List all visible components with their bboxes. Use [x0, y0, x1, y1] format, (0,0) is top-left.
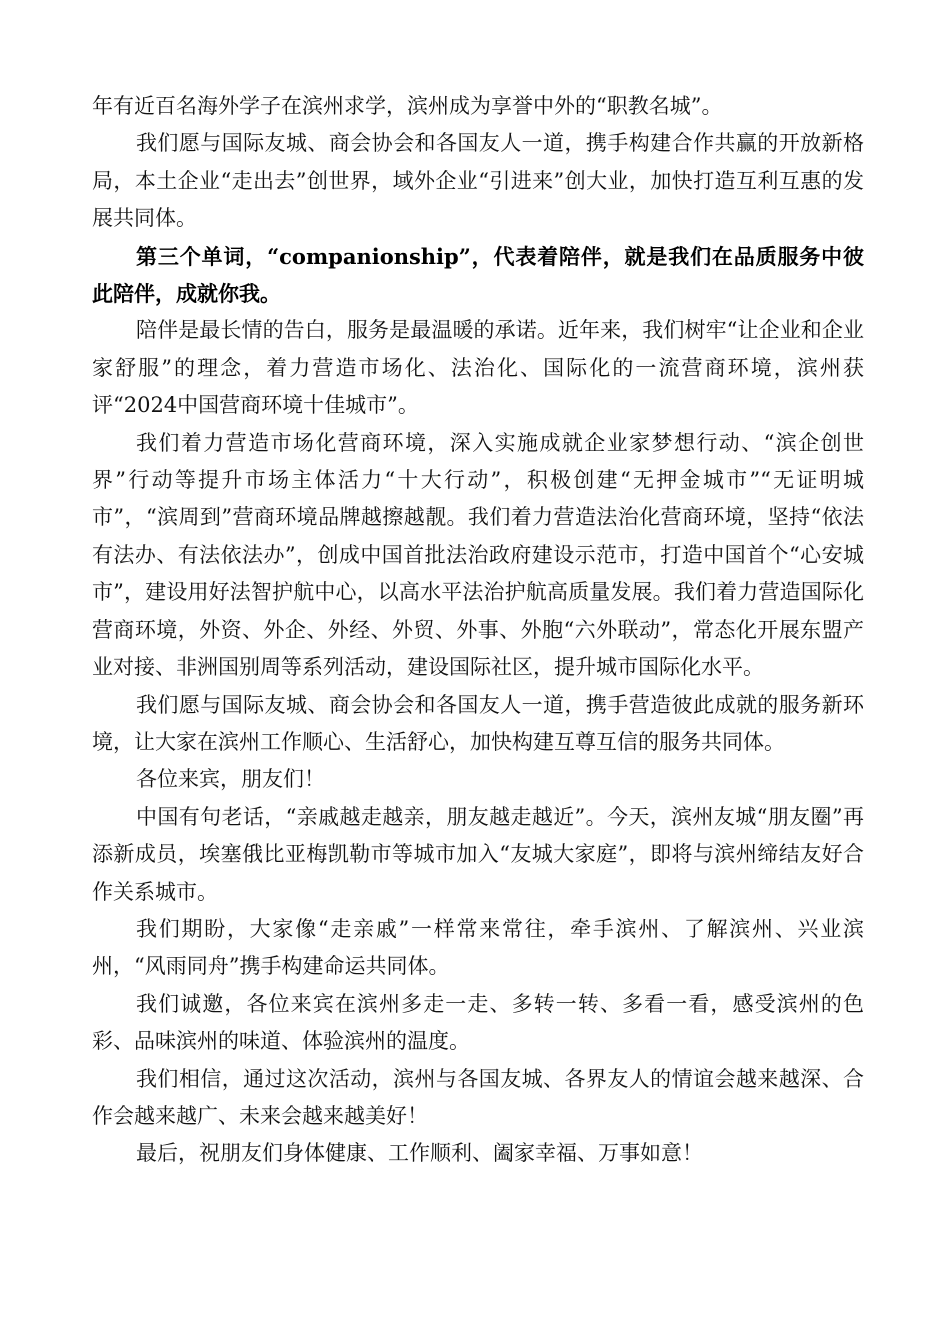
paragraph-closing-wishes: 最后，祝朋友们身体健康、工作顺利、阖家幸福、万事如意！	[136, 1141, 703, 1166]
paragraph-belief: 我们相信，通过这次活动，滨州与各国友城、各界友人的情谊会越来越深、合作会越来越广、未来会越来越美好！	[92, 1066, 864, 1128]
paragraph-business-environment: 陪伴是最长情的告白，服务是最温暖的承诺。近年来，我们树牢“让企业和企业家舒服”的理念，着力营造市场化、法治化、国际化的一流营商环境，滨州获评“2024中国营商环境十佳城市”。	[92, 318, 864, 418]
document-page	[92, 88, 864, 1173]
paragraph-invitation: 我们诚邀，各位来宾在滨州多走一走、多转一转、多看一看，感受滨州的色彩、品味滨州的味道、体验滨州的温度。	[92, 991, 864, 1054]
paragraph-open-cooperation: 我们愿与国际友城、商会协会和各国友人一道，携手构建合作共赢的开放新格局，本土企业“走出去”创世界，域外企业“引进来”创大业，加快打造互利互惠的发展共同体。	[92, 131, 864, 231]
section-heading-companionship: 第三个单词，“companionship”，代表着陪伴，就是我们在品质服务中彼此陪伴，成就你我。	[92, 243, 864, 307]
paragraph-environment-details: 我们着力营造市场化营商环境，深入实施成就企业家梦想行动、“滨企创世界”行动等提升市场主体活力“十大行动”，积极创建“无押金城市”“无证明城市”，“滨周到”营商环境品牌越擦越靓。我们着力营造法治化营商环境，坚持“依法有法办、有法依法办”，创成中国首批法治政府建设示范市，打造中国首个“心安城市”，建设用好法智护航中心，以高水平法治护航高质量发展。我们着力营造国际化营商环境，外资、外企、外经、外贸、外事、外胞“六外联动”，常态化开展东盟产业对接、非洲国别周等系列活动，建设国际社区，提升城市国际化水平。	[92, 430, 864, 680]
paragraph-service-community: 我们愿与国际友城、商会协会和各国友人一道，携手营造彼此成就的服务新环境，让大家在滨州工作顺心、生活舒心，加快构建互尊互信的服务共同体。	[92, 692, 864, 754]
paragraph-continuation: 年有近百名海外学子在滨州求学，滨州成为享誉中外的“职教名城”。	[92, 94, 723, 118]
paragraph-friend-cities: 中国有句老话，“亲戚越走越亲，朋友越走越近”。今天，滨州友城“朋友圈”再添新成员，埃塞俄比亚梅凯勒市等城市加入“友城大家庭”，即将与滨州缔结友好合作关系城市。	[92, 804, 864, 904]
paragraph-salutation: 各位来宾，朋友们！	[136, 767, 325, 792]
paragraph-expectation: 我们期盼，大家像“走亲戚”一样常来常往，牵手滨州、了解滨州、兴业滨州，“风雨同舟”携手构建命运共同体。	[92, 916, 864, 979]
